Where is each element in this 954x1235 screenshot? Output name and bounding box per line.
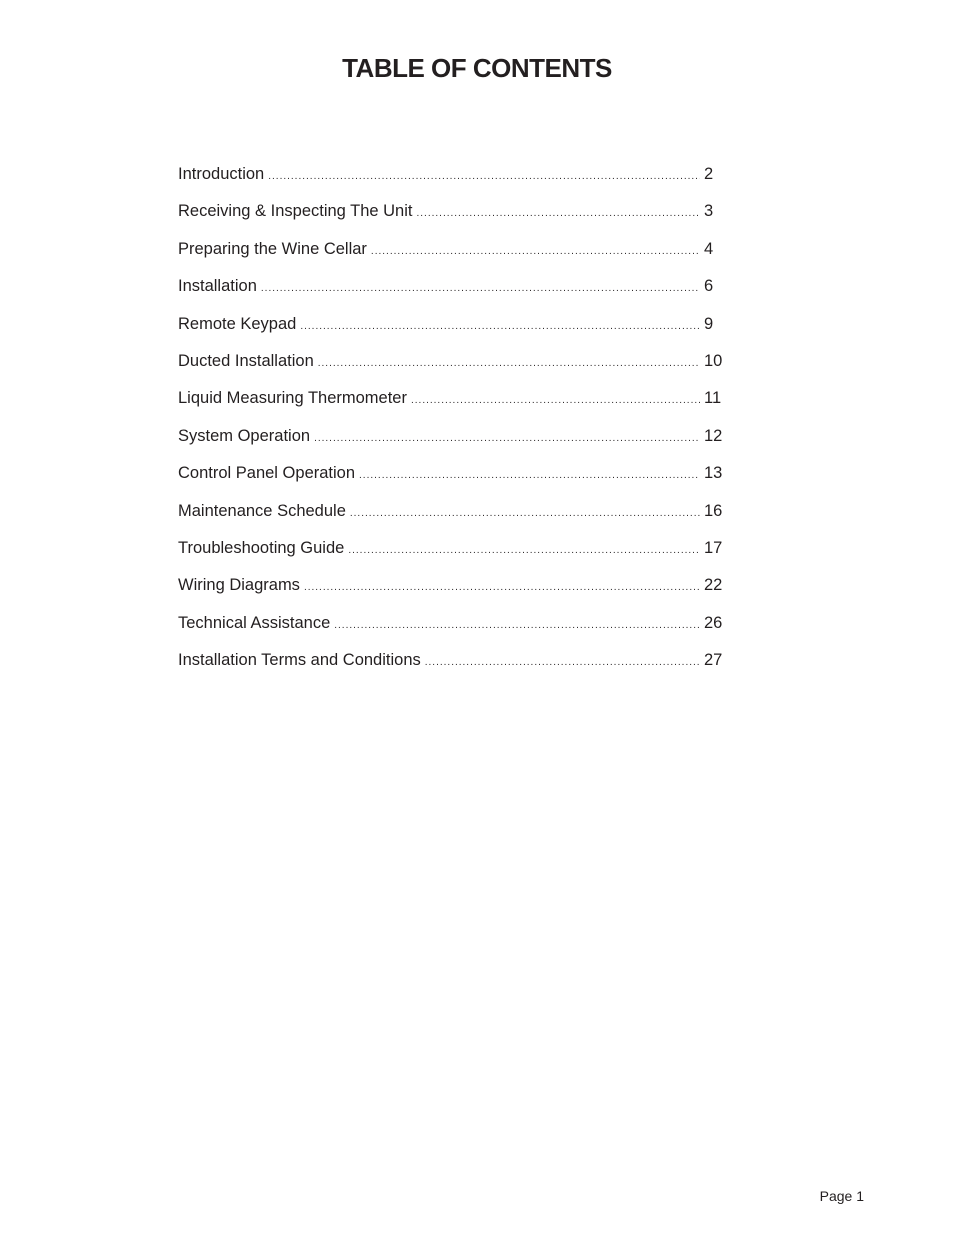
toc-entry-label[interactable]: Ducted Installation <box>178 351 314 370</box>
toc-entry-label[interactable]: Technical Assistance <box>178 613 331 632</box>
toc-entry-page[interactable]: 26 <box>704 613 723 632</box>
toc-entry-label[interactable]: System Operation <box>178 426 311 445</box>
page-title: TABLE OF CONTENTS <box>342 53 612 83</box>
dot-leader <box>300 322 700 332</box>
toc-entry[interactable] <box>178 268 726 305</box>
toc-entry-page[interactable]: 16 <box>704 501 723 520</box>
toc-entry[interactable] <box>178 530 726 567</box>
toc-entry-page[interactable]: 4 <box>704 239 714 258</box>
dot-leader <box>304 583 700 593</box>
dot-leader <box>348 546 700 556</box>
toc-entry-label[interactable]: Preparing the Wine Cellar <box>178 239 367 258</box>
toc-entry[interactable] <box>178 455 726 492</box>
toc-entry-page[interactable]: 17 <box>704 538 723 557</box>
toc-entry-label[interactable]: Control Panel Operation <box>178 464 356 483</box>
dot-leader <box>359 471 700 481</box>
dot-leader <box>261 284 700 294</box>
dot-leader <box>314 434 700 444</box>
dot-leader <box>268 172 700 182</box>
toc-entry-label[interactable]: Installation <box>178 277 257 296</box>
dot-leader <box>334 621 700 631</box>
toc-entry[interactable] <box>178 231 726 268</box>
toc-entry-page[interactable]: 2 <box>704 165 714 183</box>
toc-entry[interactable] <box>178 493 726 530</box>
toc-entry-page[interactable]: 3 <box>704 202 714 221</box>
toc-entry-page[interactable]: 22 <box>704 576 723 595</box>
toc-entry[interactable] <box>178 306 726 343</box>
page-number: Page 1 <box>819 1188 864 1204</box>
toc-entry[interactable] <box>178 418 726 455</box>
dot-leader <box>318 359 700 369</box>
toc-entry[interactable] <box>178 642 726 679</box>
dot-leader <box>350 509 700 519</box>
toc-entry-page[interactable]: 13 <box>704 464 723 483</box>
toc-entry[interactable] <box>178 605 726 642</box>
toc-entry[interactable] <box>178 193 726 230</box>
toc-entry[interactable] <box>178 343 726 380</box>
dot-leader <box>411 396 700 406</box>
toc-entry-label[interactable]: Receiving & Inspecting The Unit <box>178 202 413 221</box>
dot-leader <box>425 658 700 668</box>
toc-entry-label[interactable]: Introduction <box>178 165 265 183</box>
dot-leader <box>417 209 701 219</box>
toc-entry[interactable] <box>178 156 726 193</box>
toc-entry-page[interactable]: 12 <box>704 426 723 445</box>
dot-leader <box>371 247 700 257</box>
toc-entry-page[interactable]: 10 <box>704 351 723 370</box>
toc-entry-label[interactable]: Installation Terms and Conditions <box>178 651 421 670</box>
toc-entry-page[interactable]: 11 <box>704 389 722 408</box>
toc-entry-page[interactable]: 9 <box>704 314 714 333</box>
toc-entry-label[interactable]: Troubleshooting Guide <box>178 538 345 557</box>
toc-entry-page[interactable]: 6 <box>704 277 714 296</box>
toc-entry-label[interactable]: Liquid Measuring Thermometer <box>178 389 407 408</box>
toc-entry-label[interactable]: Remote Keypad <box>178 314 297 333</box>
toc-entry[interactable] <box>178 380 726 417</box>
toc-entry[interactable] <box>178 567 726 604</box>
toc-entry-label[interactable]: Maintenance Schedule <box>178 501 346 520</box>
toc-entry-label[interactable]: Wiring Diagrams <box>178 576 300 595</box>
toc-entry-page[interactable]: 27 <box>704 651 723 670</box>
table-of-contents <box>178 156 726 679</box>
